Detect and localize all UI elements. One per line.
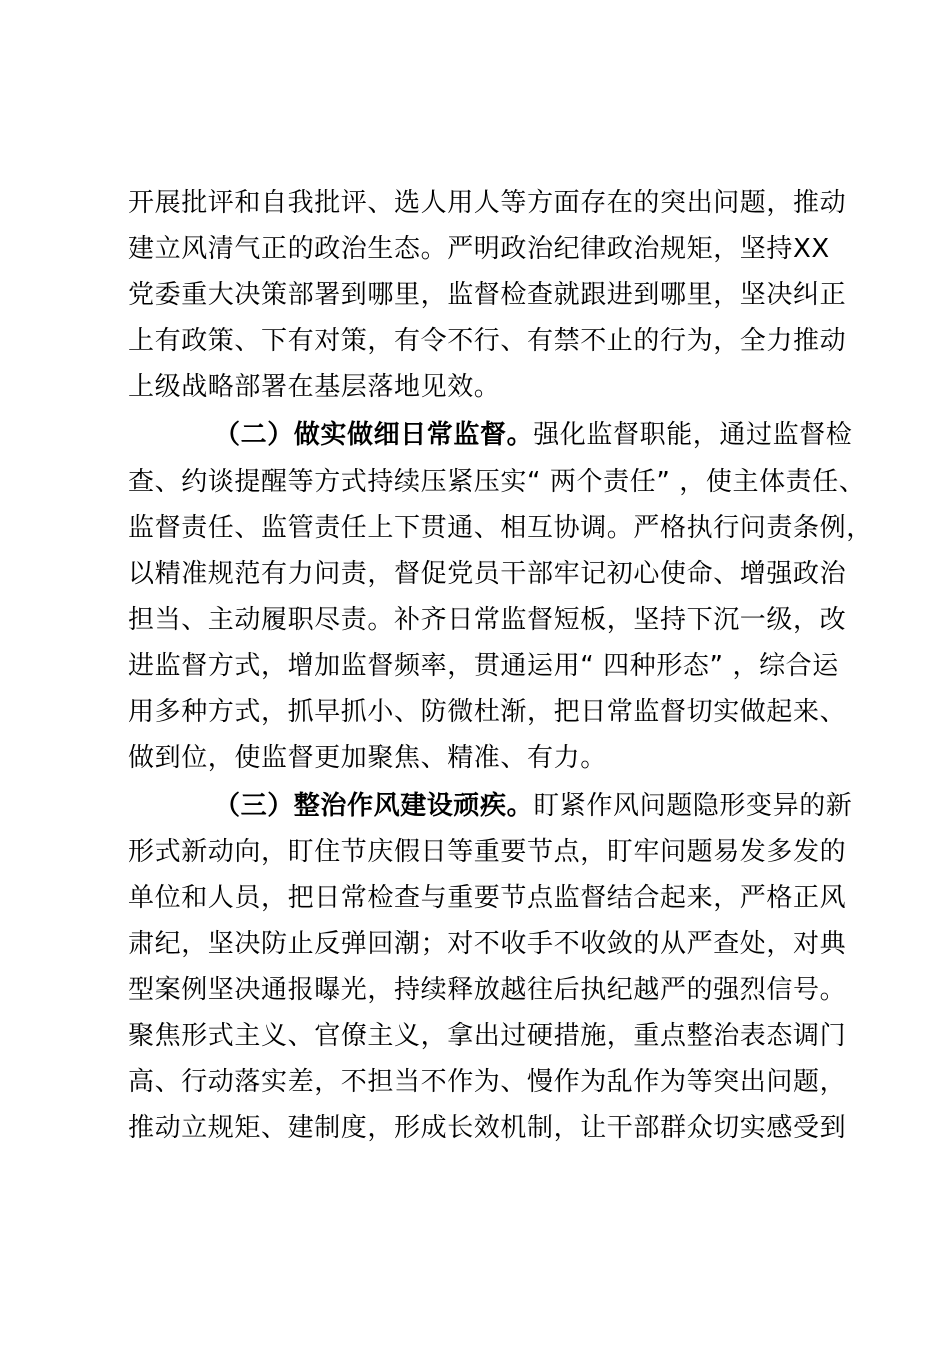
- section-3-heading: （三）整治作风建设顽疾。: [214, 791, 534, 821]
- section-2-first-line-text: 强化监督职能，通过监督检: [533, 420, 853, 450]
- section-2-line-2: 查、约谈提醒等方式持续压紧压实“ 两个责任” ，使主体责任、: [128, 467, 866, 497]
- section-3-line-3: 单位和人员，把日常检查与重要节点监督结合起来，严格正风: [128, 883, 847, 913]
- section-3-line-8: 推动立规矩、建制度，形成长效机制，让干部群众切实感受到: [128, 1113, 847, 1143]
- section-2-line-4: 以精准规范有力问责，督促党员干部牢记初心使命、增强政治: [128, 559, 847, 589]
- section-2-line-5: 担当、主动履职尽责。补齐日常监督短板，坚持下沉一级，改: [128, 605, 847, 635]
- paragraph-1-line-3: 党委重大决策部署到哪里，监督检查就跟进到哪里，坚决纠正: [128, 280, 847, 310]
- section-3-line-2: 形式新动向，盯住节庆假日等重要节点，盯牢问题易发多发的: [128, 837, 847, 867]
- section-3-first-line: [214, 783, 852, 829]
- section-2-heading: （二）做实做细日常监督。: [214, 420, 534, 450]
- section-2-line-8: 做到位，使监督更加聚焦、精准、有力。: [128, 743, 607, 773]
- paragraph-1-line-1: 开展批评和自我批评、选人用人等方面存在的突出问题，推动: [128, 188, 847, 218]
- paragraph-1-line-2: 建立风清气正的政治生态。严明政治纪律政治规矩，坚持XX: [128, 234, 830, 264]
- section-2-first-line: [214, 412, 852, 458]
- paragraph-1-line-5: 上级战略部署在基层落地见效。: [128, 372, 501, 402]
- section-3-line-5: 型案例坚决通报曝光，持续释放越往后执纪越严的强烈信号。: [128, 975, 847, 1005]
- section-2-line-6: 进监督方式，增加监督频率，贯通运用“ 四种形态” ，综合运: [128, 651, 839, 681]
- section-2-line-7: 用多种方式，抓早抓小、防微杜渐，把日常监督切实做起来、: [128, 697, 847, 727]
- section-3-line-7: 高、行动落实差，不担当不作为、慢作为乱作为等突出问题，: [128, 1067, 847, 1097]
- section-3-line-4: 肃纪，坚决防止反弹回潮；对不收手不收敛的从严查处，对典: [128, 929, 847, 959]
- section-3-first-line-text: 盯紧作风问题隐形变异的新: [533, 791, 853, 821]
- section-3-line-6: 聚焦形式主义、官僚主义，拿出过硬措施，重点整治表态调门: [128, 1021, 847, 1051]
- section-2-line-3: 监督责任、监管责任上下贯通、相互协调。严格执行问责条例，: [128, 513, 873, 543]
- paragraph-1-line-4: 上有政策、下有对策，有令不行、有禁不止的行为，全力推动: [128, 326, 847, 356]
